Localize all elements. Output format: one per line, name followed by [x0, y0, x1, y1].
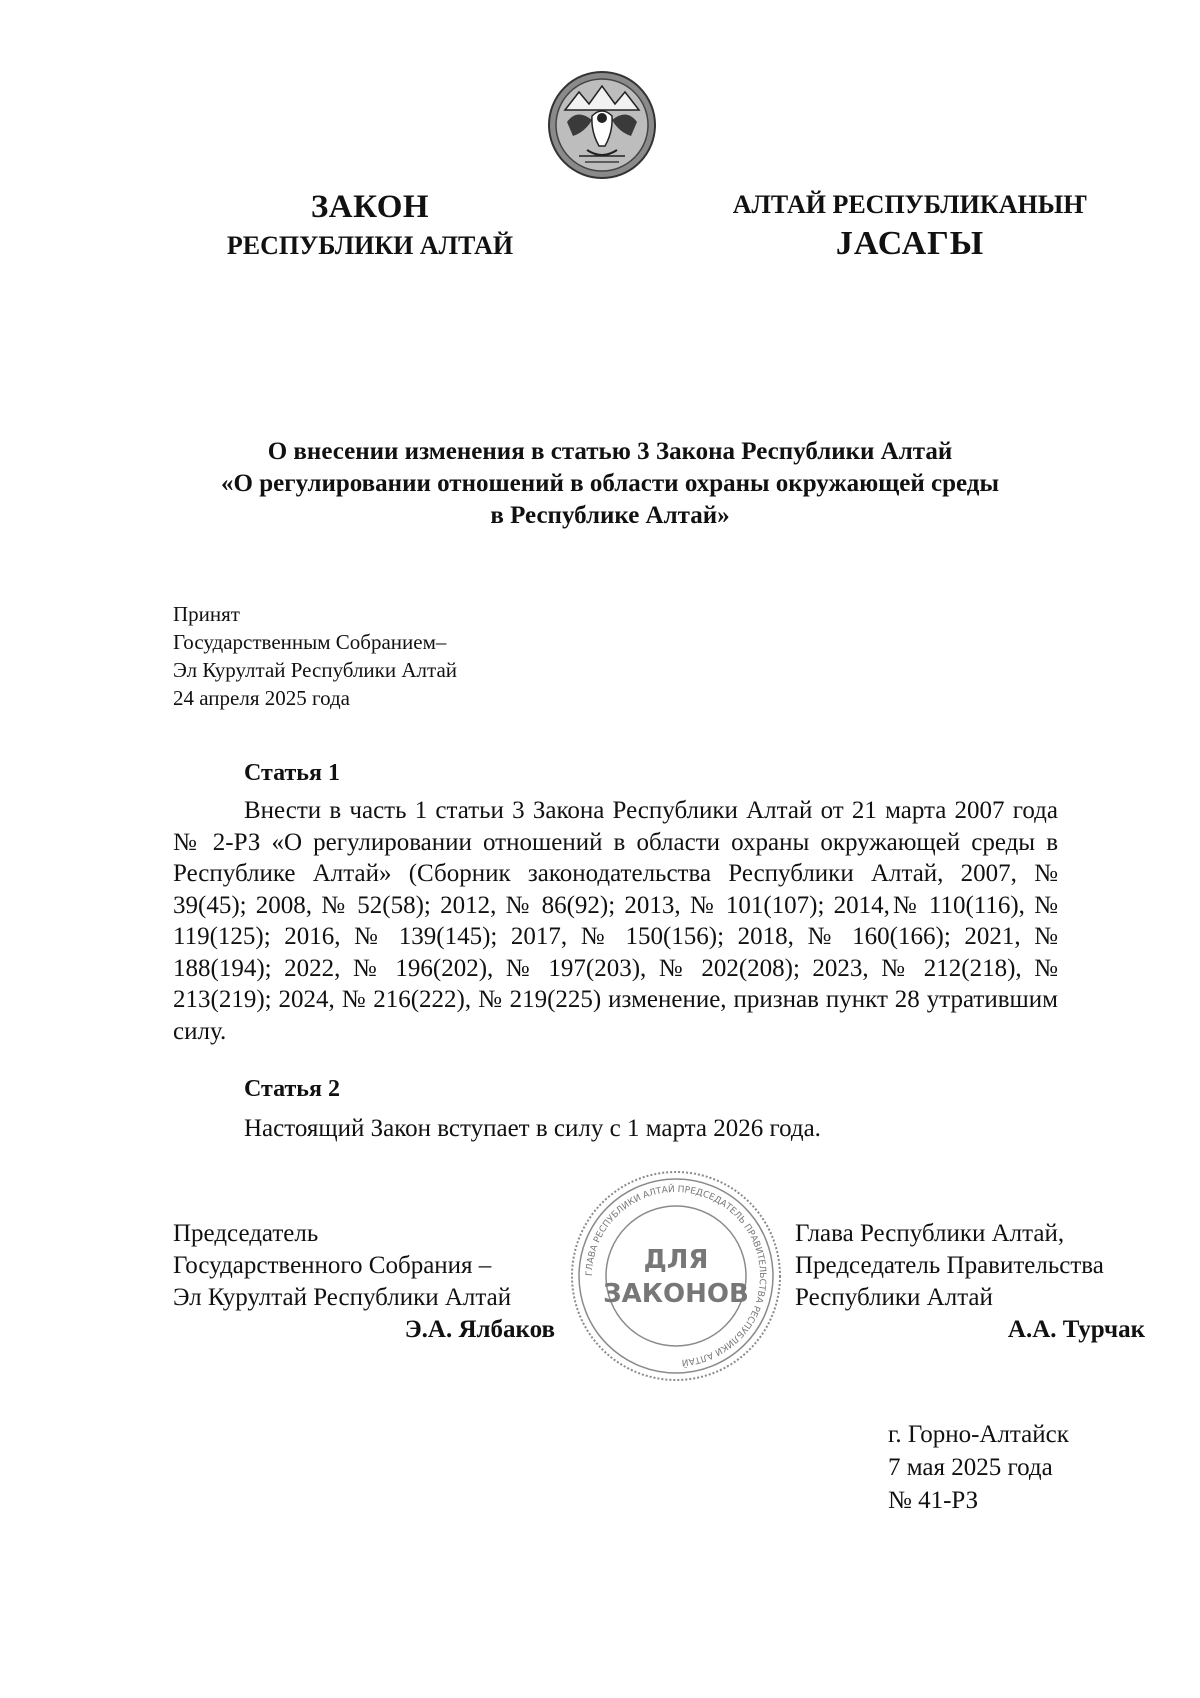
law-republic-altai: АЛТАЙ РЕСПУБЛИКАНЫҤ [732, 190, 1088, 219]
law-title-altai: ЈАСАГЫ [835, 225, 985, 262]
signing-date: 7 мая 2025 года [888, 1454, 1053, 1481]
place-date-number [888, 1418, 1069, 1517]
law-header-russian [200, 188, 540, 266]
signature-block-head [795, 1218, 1145, 1346]
signature-position-line: Эл Курултай Республики Алтай [173, 1284, 512, 1311]
signatory-name: Э.А. Ялбаков [404, 1316, 555, 1343]
svg-text:ГЛАВА РЕСПУБЛИКИ АЛТАЙ ПРЕДСЕД: ГЛАВА РЕСПУБЛИКИ АЛТАЙ ПРЕДСЕДАТЕЛЬ ПРАВИТЕЛЬСТВА РЕСПУБЛИКИ АЛТАЙ [584, 1184, 768, 1367]
official-stamp-seal [568, 1168, 784, 1384]
signature-position-line: Председатель [173, 1220, 319, 1247]
law-number: № 41-РЗ [888, 1487, 979, 1514]
svg-text:ДЛЯ: ДЛЯ [643, 1245, 709, 1275]
signature-position-line: Глава Республики Алтай, [795, 1220, 1065, 1247]
article-2-heading: Статья 2 [244, 1076, 340, 1102]
signature-position-line: Государственного Собрания – [173, 1252, 492, 1279]
signatory-name: А.А. Турчак [1007, 1316, 1145, 1343]
signature-position-line: Председатель Правительства [795, 1252, 1104, 1279]
article-1-text: Внести в часть 1 статьи 3 Закона Республики Алтай от 21 марта 2007 года № 2-РЗ «О регулировании отношений в области охраны окружающей среды в Республике Алтай» (Сборник законодательства Республики Алтай, 2007, № 39(45); 2008, № 52(58); 2012, № 86(92); 2013, № 101(107); 2014,№ 110(116), № 119(125); 2016, № 139(145); 2017, № 150(156); 2018, № 160(166); 2021, № 188(194); 2022, № 196(202), № 197(203), № 202(208); 2023, № 212(218), № 213(219); 2024, № 216(222), № 219(225) изменение, признав пункт 28 утратившим силу. [173, 797, 1058, 1045]
document-title [170, 436, 1050, 532]
law-title: ЗАКОН [310, 189, 430, 225]
title-line: «О регулировании отношений в области охраны окружающей среды [221, 470, 999, 497]
article-2-text: Настоящий Закон вступает в силу с 1 марта 2026 года. [244, 1115, 821, 1142]
city: г. Горно-Алтайск [888, 1421, 1069, 1448]
adoption-line: Эл Курултай Республики Алтай [173, 658, 458, 682]
article-1-heading: Статья 1 [244, 760, 340, 786]
adoption-line: Государственным Собранием– [173, 630, 447, 654]
coat-of-arms-emblem [547, 70, 657, 180]
adoption-date: 24 апреля 2025 года [173, 686, 350, 710]
svg-text:ЗАКОНОВ: ЗАКОНОВ [603, 1279, 749, 1309]
law-republic: РЕСПУБЛИКИ АЛТАЙ [226, 231, 514, 260]
adoption-info [173, 600, 457, 712]
signature-position-line: Республики Алтай [795, 1284, 993, 1311]
law-header-altai [720, 188, 1100, 266]
title-line: в Республике Алтай» [490, 502, 730, 529]
title-line: О внесении изменения в статью 3 Закона Республики Алтай [267, 438, 953, 465]
signature-block-chairman [173, 1218, 555, 1346]
adoption-line: Принят [173, 602, 240, 626]
